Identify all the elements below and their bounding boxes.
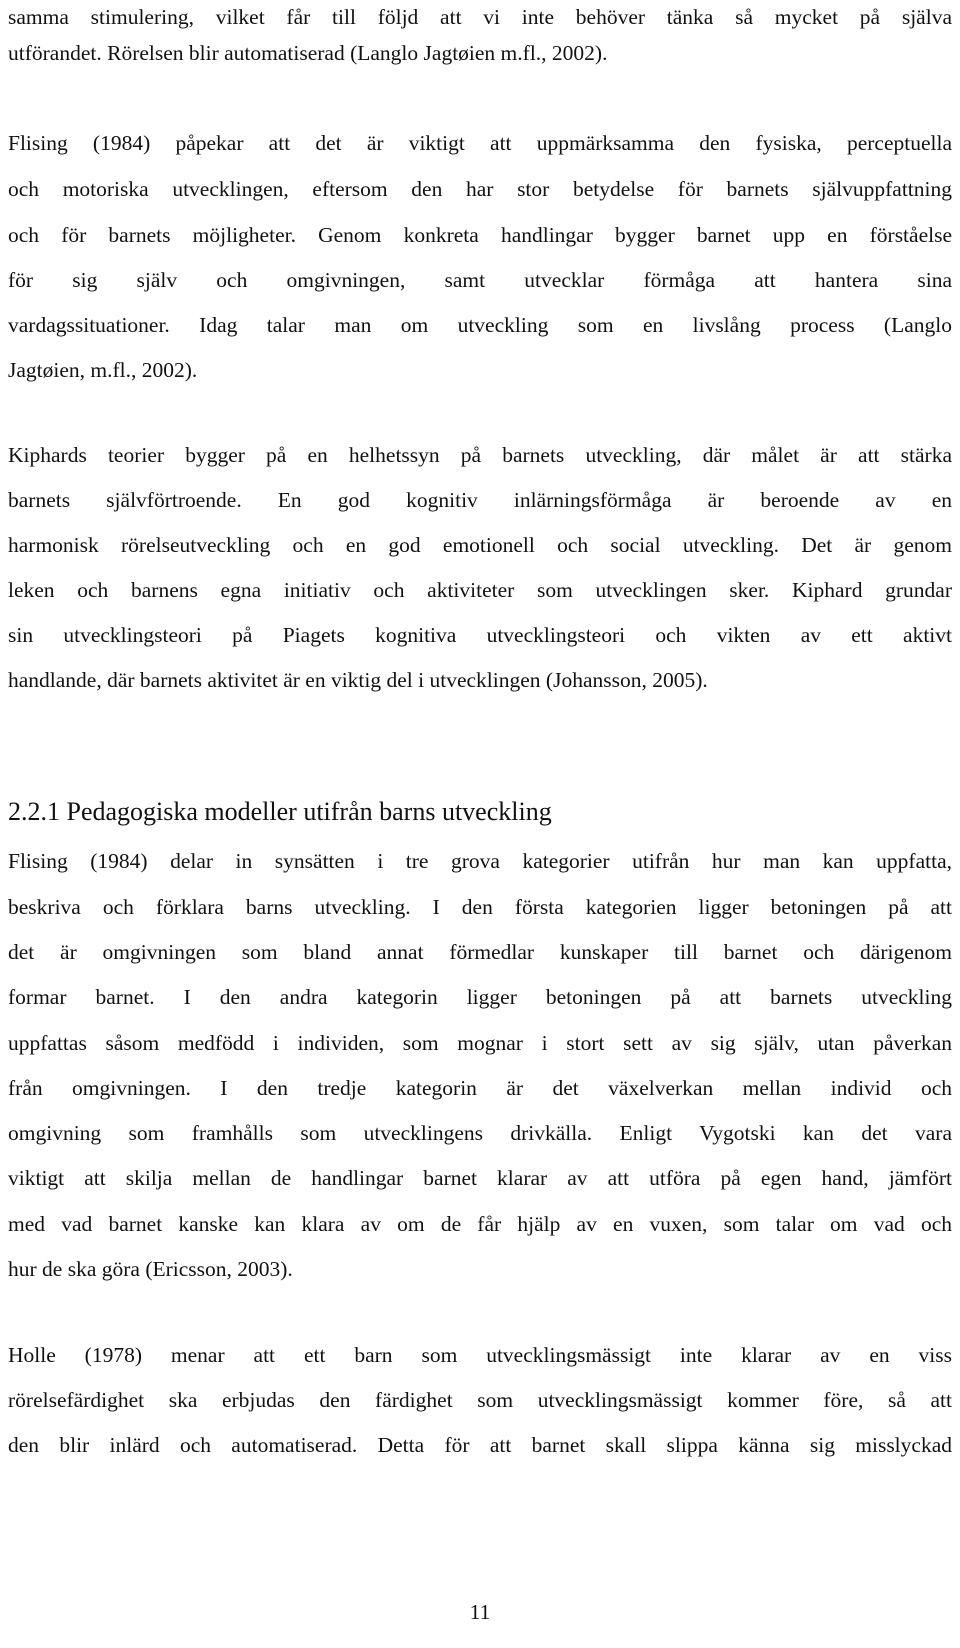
body-text-line: och motoriska utvecklingen, eftersom den har stor betydelse för barnets självuppfattning — [8, 177, 952, 201]
body-text-line: och för barnets möjligheter. Genom konkreta handlingar bygger barnet upp en förståelse — [8, 223, 952, 247]
body-text-line: hur de ska göra (Ericsson, 2003). — [8, 1257, 293, 1281]
body-text-line: rörelsefärdighet ska erbjudas den färdighet som utvecklingsmässigt kommer före, så att — [8, 1388, 952, 1412]
body-text-line: den blir inlärd och automatiserad. Detta för att barnet skall slippa känna sig misslyckad — [8, 1433, 952, 1457]
body-text-line: utförandet. Rörelsen blir automatiserad (Langlo Jagtøien m.fl., 2002). — [8, 41, 608, 65]
body-text-line: Holle (1978) menar att ett barn som utvecklingsmässigt inte klarar av en viss — [8, 1343, 952, 1367]
body-text-line: barnets självförtroende. En god kognitiv inlärningsförmåga är beroende av en — [8, 488, 952, 512]
page-number: 11 — [469, 1600, 491, 1624]
body-text-line: det är omgivningen som bland annat förmedlar kunskaper till barnet och därigenom — [8, 940, 952, 964]
body-text-line: uppfattas såsom medfödd i individen, som mognar i stort sett av sig själv, utan påverkan — [8, 1031, 952, 1055]
body-text-line: sin utvecklingsteori på Piagets kognitiva utvecklingsteori och vikten av ett aktivt — [8, 623, 952, 647]
body-text-line: leken och barnens egna initiativ och aktiviteter som utvecklingen sker. Kiphard grundar — [8, 578, 952, 602]
body-text-line: Jagtøien, m.fl., 2002). — [8, 358, 198, 382]
body-text-line: vardagssituationer. Idag talar man om utveckling som en livslång process (Langlo — [8, 313, 952, 337]
body-text-line: Kiphards teorier bygger på en helhetssyn på barnets utveckling, där målet är att stärka — [8, 443, 952, 467]
body-text-line: viktigt att skilja mellan de handlingar barnet klarar av att utföra på egen hand, jämfört — [8, 1166, 952, 1190]
body-text-line: Flising (1984) delar in synsätten i tre grova kategorier utifrån hur man kan uppfatta, — [8, 849, 952, 873]
section-heading: 2.2.1 Pedagogiska modeller utifrån barns utveckling — [8, 797, 552, 826]
body-text-line: från omgivningen. I den tredje kategorin är det växelverkan mellan individ och — [8, 1076, 952, 1100]
body-text-line: harmonisk rörelseutveckling och en god emotionell och social utveckling. Det är genom — [8, 533, 952, 557]
body-text-line: beskriva och förklara barns utveckling. I den första kategorien ligger betoningen på att — [8, 895, 952, 919]
body-text-line: för sig själv och omgivningen, samt utvecklar förmåga att hantera sina — [8, 268, 952, 292]
body-text-line: handlande, där barnets aktivitet är en viktig del i utvecklingen (Johansson, 2005). — [8, 668, 708, 692]
body-text-line: Flising (1984) påpekar att det är viktigt att uppmärksamma den fysiska, perceptuella — [8, 131, 952, 155]
body-text-line: formar barnet. I den andra kategorin ligger betoningen på att barnets utveckling — [8, 985, 952, 1009]
body-text-line: omgivning som framhålls som utvecklingens drivkälla. Enligt Vygotski kan det vara — [8, 1121, 952, 1145]
body-text-line: med vad barnet kanske kan klara av om de får hjälp av en vuxen, som talar om vad och — [8, 1212, 952, 1236]
body-text-line: samma stimulering, vilket får till följd att vi inte behöver tänka så mycket på själva — [8, 5, 952, 29]
